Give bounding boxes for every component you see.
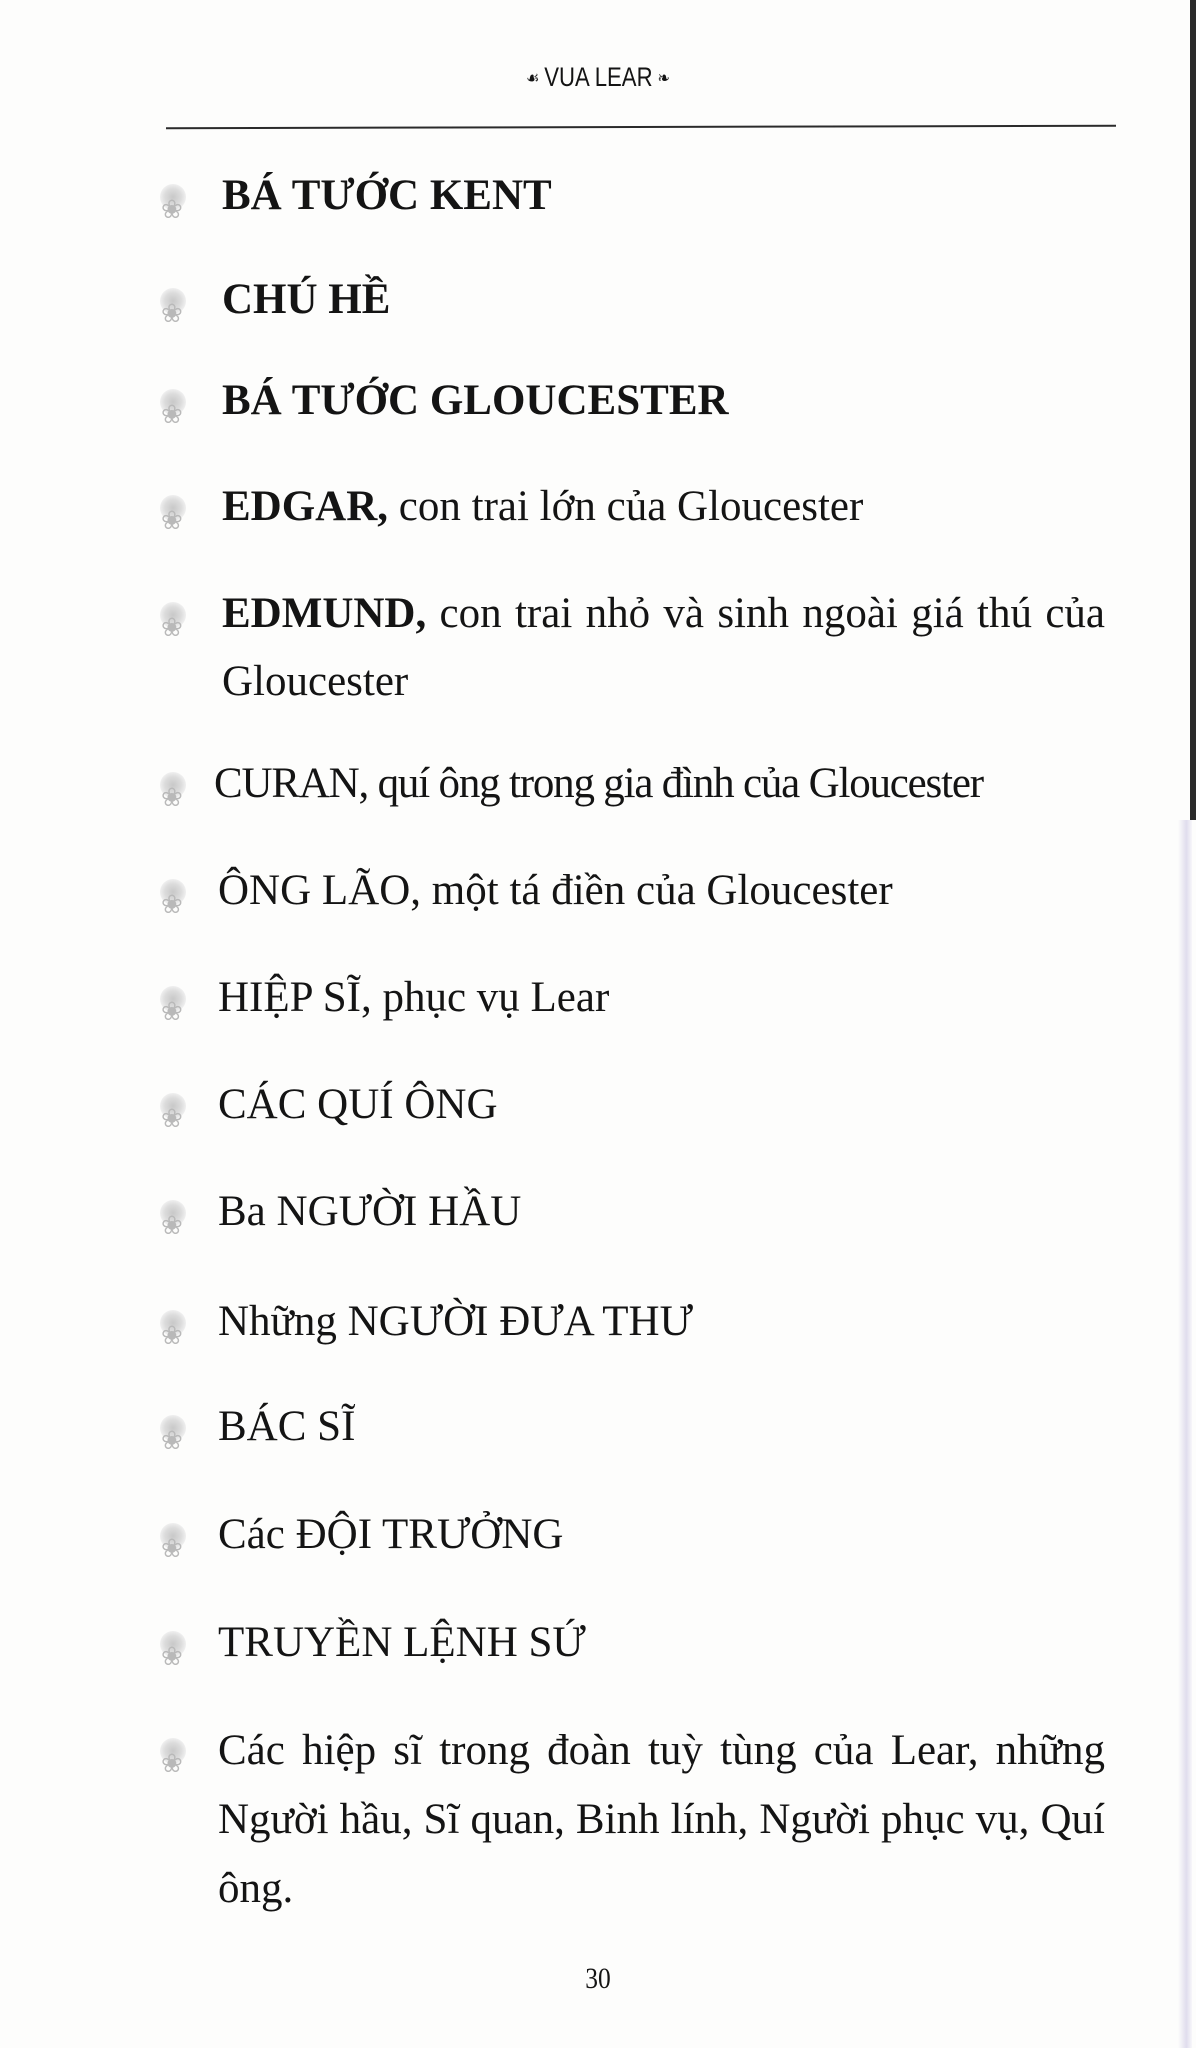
flower-bullet-icon [160,389,186,415]
flower-bullet-icon [160,1200,186,1226]
flower-bullet-icon [160,288,186,314]
character-description: phục vụ Lear [371,974,610,1021]
character-name: Các ĐỘI TRƯỞNG [218,1511,564,1558]
character-name: Những NGƯỜI ĐƯA THƯ [218,1298,693,1345]
list-item [160,367,1105,435]
flower-bullet-icon [160,879,186,905]
list-item [160,580,1105,716]
page-number: 30 [585,1962,611,1995]
character-name: EDGAR, [222,483,389,530]
character-description: con trai lớn của Gloucester [388,483,864,530]
flower-bullet-icon [160,1415,186,1441]
list-item [160,1609,1105,1677]
header-rule [166,125,1116,129]
flower-bullet-icon [160,1310,186,1336]
character-name: BÁ TƯỚC KENT [222,172,552,219]
character-description: một tá điền của Gloucester [421,867,893,914]
list-item [160,162,1105,230]
character-name: BÁ TƯỚC GLOUCESTER [222,377,729,424]
list-item [160,1393,1105,1461]
flower-bullet-icon [160,184,186,210]
page-edge-shadow-dark [1190,0,1196,820]
flower-bullet-icon [160,1523,186,1549]
flower-bullet-icon [160,1738,186,1764]
list-item [160,1501,1105,1569]
list-item [160,1288,1105,1356]
flower-bullet-icon [160,772,186,798]
character-description: con trai nhỏ và sinh ngoài giá thú của Gloucester [222,590,1105,705]
list-item [160,1716,1105,1923]
list-item [160,750,1105,818]
character-name: Ba NGƯỜI HẦU [218,1188,522,1235]
list-item [160,473,1105,541]
list-item [160,1178,1105,1246]
character-description: quí ông trong gia đình của Gloucester [368,760,983,807]
character-name: HIỆP SĨ, [218,974,372,1021]
flower-bullet-icon [160,1631,186,1657]
flower-bullet-icon [160,986,186,1012]
list-item [160,1071,1105,1139]
character-name: ÔNG LÃO, [218,867,422,914]
character-name: CURAN, [214,760,369,807]
list-item [160,266,1105,334]
character-name: EDMUND, [222,590,427,637]
page-edge-shadow-light [1178,820,1192,2048]
running-head-title: VUA LEAR [544,62,653,92]
character-description: Các hiệp sĩ trong đoàn tuỳ tùng của Lear, những Người hầu, Sĩ quan, Binh lính, Người phục vụ, Quí ông. [218,1727,1105,1912]
character-name: BÁC SĨ [218,1403,356,1450]
ornament-left-icon: ☙ [526,68,540,89]
list-item [160,857,1105,925]
flower-bullet-icon [160,1093,186,1119]
list-item [160,964,1105,1032]
character-name: CHÚ HỀ [222,276,391,323]
character-name: TRUYỀN LỆNH SỨ [218,1619,586,1666]
flower-bullet-icon [160,602,186,628]
flower-bullet-icon [160,495,186,521]
running-head [108,62,1089,93]
character-name: CÁC QUÍ ÔNG [218,1081,498,1128]
ornament-right-icon: ❧ [657,68,670,89]
